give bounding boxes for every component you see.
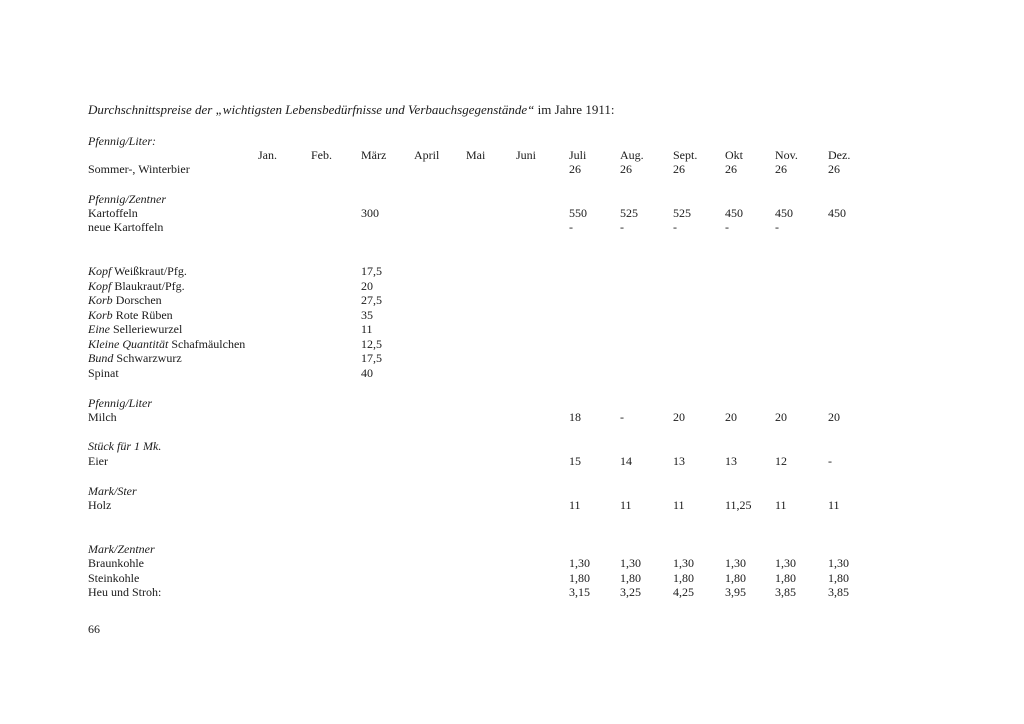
item-label	[88, 585, 161, 599]
price-cell: 11	[569, 498, 581, 512]
price-cell: -	[775, 220, 779, 234]
price-cell: -	[725, 220, 729, 234]
item-measure: Kleine Quantität	[88, 337, 169, 351]
price-cell: 13	[725, 454, 737, 468]
item-label	[88, 351, 182, 365]
month-header: Dez.	[828, 148, 851, 162]
price-cell: 3,25	[620, 585, 641, 599]
month-header: Mai	[466, 148, 486, 162]
price-cell: 15	[569, 454, 581, 468]
price-cell: 14	[620, 454, 632, 468]
price-cell: 11,25	[725, 498, 752, 512]
item-name: Selleriewurzel	[110, 322, 183, 336]
price-cell: 13	[673, 454, 685, 468]
price-cell: 1,30	[725, 556, 746, 570]
unit-heading: Mark/Ster	[88, 484, 137, 498]
price-cell: 12	[775, 454, 787, 468]
price-cell: 20	[725, 410, 737, 424]
price-cell: 18	[569, 410, 581, 424]
price-cell: 17,5	[361, 264, 382, 278]
price-cell: 26	[828, 162, 840, 176]
item-name: Steinkohle	[88, 571, 140, 585]
item-name: Eier	[88, 454, 108, 468]
item-label	[88, 322, 182, 336]
month-header: Juli	[569, 148, 587, 162]
price-cell: 1,80	[775, 571, 796, 585]
price-cell: 26	[775, 162, 787, 176]
item-label	[88, 571, 139, 585]
price-cell: 1,80	[569, 571, 590, 585]
item-label	[88, 279, 185, 293]
title-italic: Durchschnittspreise der „wichtigsten Lebensbedürfnisse und Verbauchsgegenstände“	[88, 102, 535, 117]
month-header: Juni	[516, 148, 537, 162]
price-cell: -	[673, 220, 677, 234]
item-label	[88, 162, 190, 176]
month-header: April	[414, 148, 440, 162]
item-label	[88, 206, 138, 220]
item-name: Milch	[88, 410, 117, 424]
price-cell: 26	[569, 162, 581, 176]
price-cell: 11	[673, 498, 685, 512]
price-cell: 1,30	[569, 556, 590, 570]
price-cell: 26	[725, 162, 737, 176]
item-label	[88, 337, 245, 351]
price-cell: 1,80	[673, 571, 694, 585]
page-title	[88, 103, 614, 117]
price-cell: 3,85	[828, 585, 849, 599]
price-cell: 20	[775, 410, 787, 424]
unit-heading: Stück für 1 Mk.	[88, 439, 162, 453]
price-cell: 1,30	[828, 556, 849, 570]
price-cell: 12,5	[361, 337, 382, 351]
price-cell: 1,80	[725, 571, 746, 585]
month-header: Aug.	[620, 148, 644, 162]
price-cell: 35	[361, 308, 373, 322]
month-header: Jan.	[258, 148, 277, 162]
item-name: Rote Rüben	[112, 308, 173, 322]
item-label	[88, 220, 163, 234]
item-name: Weißkraut/Pfg.	[111, 264, 187, 278]
item-name: neue Kartoffeln	[88, 220, 164, 234]
price-cell: 1,30	[775, 556, 796, 570]
price-cell: 450	[775, 206, 793, 220]
item-label	[88, 498, 111, 512]
unit-heading: Mark/Zentner	[88, 542, 155, 556]
item-label	[88, 556, 144, 570]
price-cell: 11	[361, 322, 373, 336]
item-measure: Bund	[88, 351, 114, 365]
price-cell: 3,15	[569, 585, 590, 599]
price-cell: 20	[673, 410, 685, 424]
unit-heading: Pfennig/Liter:	[88, 134, 156, 148]
price-cell: -	[569, 220, 573, 234]
month-header: März	[361, 148, 387, 162]
item-name: Schwarzwurz	[113, 351, 182, 365]
price-cell: 1,80	[620, 571, 641, 585]
item-name: Schafmäulchen	[168, 337, 246, 351]
price-cell: 40	[361, 366, 373, 380]
unit-heading: Pfennig/Zentner	[88, 192, 166, 206]
item-name: Kartoffeln	[88, 206, 138, 220]
price-cell: 17,5	[361, 351, 382, 365]
price-cell: 1,30	[673, 556, 694, 570]
price-cell: -	[620, 220, 624, 234]
price-cell: 11	[775, 498, 787, 512]
item-label	[88, 454, 108, 468]
item-name: Blaukraut/Pfg.	[111, 279, 185, 293]
page-number: 66	[88, 622, 100, 636]
item-name: Sommer-, Winterbier	[88, 162, 190, 176]
item-measure: Kopf	[88, 264, 112, 278]
month-header: Nov.	[775, 148, 798, 162]
price-cell: 26	[673, 162, 685, 176]
item-name: Dorschen	[112, 293, 162, 307]
item-name: Heu und Stroh:	[88, 585, 162, 599]
month-header: Okt	[725, 148, 743, 162]
item-name: Holz	[88, 498, 112, 512]
month-header: Sept.	[673, 148, 698, 162]
item-measure: Kopf	[88, 279, 112, 293]
price-cell: 27,5	[361, 293, 382, 307]
item-label	[88, 308, 173, 322]
price-cell: 1,80	[828, 571, 849, 585]
item-name: Braunkohle	[88, 556, 144, 570]
price-cell: 1,30	[620, 556, 641, 570]
item-label	[88, 366, 119, 380]
price-cell: 525	[673, 206, 691, 220]
item-label	[88, 264, 187, 278]
price-cell: 550	[569, 206, 587, 220]
price-cell: 450	[725, 206, 743, 220]
price-cell: 525	[620, 206, 638, 220]
item-measure: Korb	[88, 293, 113, 307]
price-cell: 3,85	[775, 585, 796, 599]
price-cell: 11	[828, 498, 840, 512]
item-name: Spinat	[88, 366, 119, 380]
price-cell: 20	[828, 410, 840, 424]
item-measure: Korb	[88, 308, 113, 322]
item-label	[88, 410, 117, 424]
title-plain: im Jahre 1911:	[534, 102, 615, 117]
price-cell: 26	[620, 162, 632, 176]
unit-heading: Pfennig/Liter	[88, 396, 152, 410]
price-cell: 450	[828, 206, 846, 220]
price-cell: 300	[361, 206, 379, 220]
price-cell: 20	[361, 279, 373, 293]
price-cell: -	[828, 454, 832, 468]
item-measure: Eine	[88, 322, 110, 336]
item-label	[88, 293, 162, 307]
price-cell: -	[620, 410, 624, 424]
price-cell: 3,95	[725, 585, 746, 599]
price-cell: 4,25	[673, 585, 694, 599]
month-header: Feb.	[311, 148, 332, 162]
price-cell: 11	[620, 498, 632, 512]
